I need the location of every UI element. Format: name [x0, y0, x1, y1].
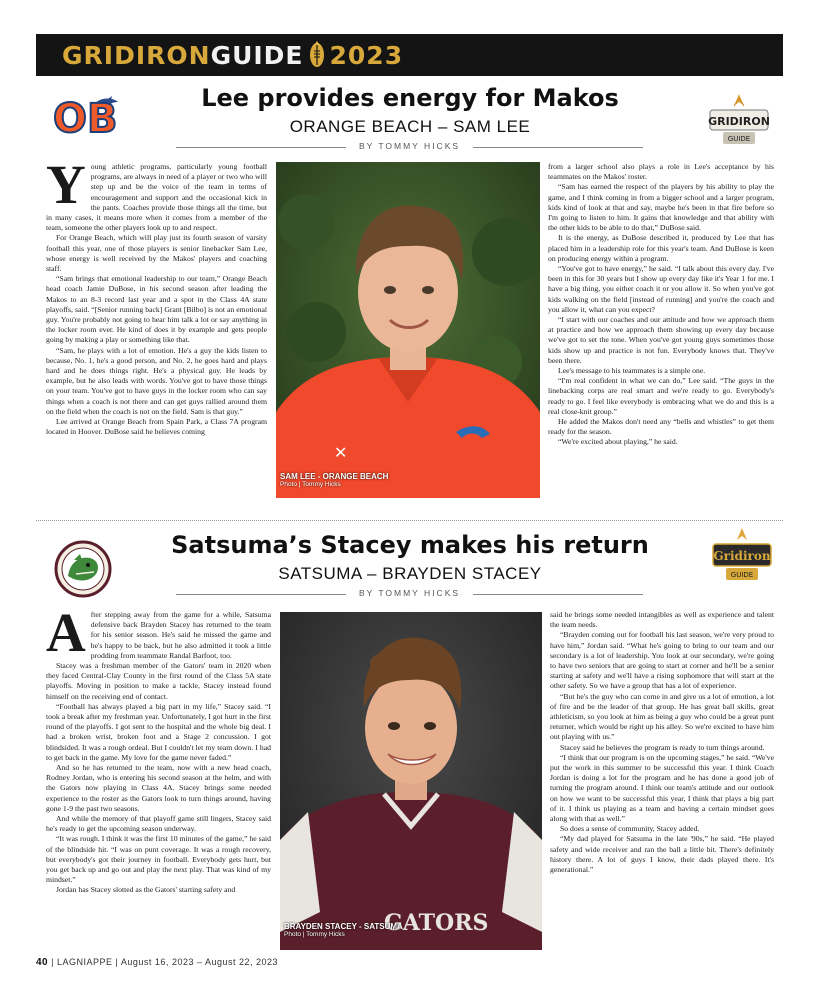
paragraph: Lee's message to his teammates is a simple one. [558, 366, 706, 376]
paragraph: And so he has returned to the team, now with a new head coach, Rodney Jordan, who is entering his second season at the helm, and with the Gators now playing in Class 4A. Stacey brings some needed experience to the roster as the Gators look to turn things around, having gone 1-9 the past two seasons. [46, 763, 271, 813]
paragraph: “I'm real confident in what we can do,” Lee said. “The guys in the linebacking corps are real smart and we're ready to go. Everybody's ready to go. I feel like everybody is embracing what we do and this is a real close-knit group.” [548, 376, 774, 416]
article2-column-1 [46, 610, 271, 950]
paragraph: “We're excited about playing,” he said. [558, 437, 678, 447]
paragraph: “I think that our program is on the upcoming stages,” he said. “We've put the work in this summer to be successful this year. I think Coach Jordan is doing a lot for the program and he has done a good job of turning the program around. I think our team's attitude and our outlook on how we want to be successful this year, I think that plays a big part of it. I think us playing as a team and having a certain mindset goes along with that as well.” [550, 752, 774, 824]
paragraph: Stacey was a freshman member of the Gators' team in 2020 when they faced Central-Clay County in the first round of the Class 5A state playoffs. Moving in position to make a tackle, Stacey instead found himself on the receiving end of contact. [46, 661, 271, 701]
paragraph: “I start with our coaches and our attitude and how we approach them at practice and how we approach them showing up every day because we've got to set the tone. When you've got young guys sometimes those kids show up and practice is not fun. Everybody knows that. They've been there. [548, 315, 774, 365]
paragraph: “You've got to have energy,” he said. “I talk about this every day. I've been in this for 30 years but I show up every day like it's Year 1 for me. I have a big thing, you either coach it or you allow it. So when you've got kids walking on the field [instead of running] and you're the coach and you allow it, what can you expect? [548, 264, 774, 314]
paragraph: Stacey said he believes the program is ready to turn things around. [560, 742, 765, 752]
footer-separator: | [51, 957, 54, 967]
article2-column-2 [550, 610, 774, 952]
article1-column-2 [548, 162, 774, 504]
banner-title [62, 41, 403, 70]
svg-text:GUIDE: GUIDE [727, 135, 751, 143]
brayden-stacey-portrait [280, 612, 542, 950]
article1-byline: BY TOMMY HICKS [358, 141, 461, 151]
paragraph: “It was rough. I think it was the first 10 minutes of the game,” he said of the blindside hit. “I was on punt coverage. It was a rough recovery, but everybody's got their journey in football. Everybody gets hurt, but you get back up and go out and play the next play. That was kind of my mindset.” [46, 834, 271, 885]
article1-column-1 [46, 162, 267, 504]
svg-text:✕: ✕ [334, 443, 348, 462]
svg-text:GUIDE: GUIDE [730, 571, 754, 579]
photo-credit: Photo | Tommy Hicks [280, 481, 341, 488]
svg-text:GRIDIRON: GRIDIRON [708, 115, 770, 128]
banner-word-gridiron: GRIDIRON [62, 41, 211, 70]
paragraph: “Brayden coming out for football his last season, we're very proud to have him,” Jordan said. “What he's going to bring to our team and our secondary is a lot of leadership. You look at our secondary, we're going to have two seniors that are going to start at corner and he'll be a senior starting at safety and we'll have a rising sophomore that will start at the other safety. So we have a group that has a lot of experience. [550, 630, 774, 691]
article1-subhead: ORANGE BEACH – SAM LEE [289, 117, 531, 136]
article2-dropcap: A [46, 610, 86, 663]
article2-byline-row [176, 588, 643, 600]
paragraph: He added the Makos don't need any “bells and whistles” to get them ready for the season. [548, 417, 774, 437]
article1-photo-caption [280, 472, 388, 488]
paragraph: fter stepping away from the game for a while, Satsuma defensive back Brayden Stacey has returned to the team for his senior season. He's said he missed the game and he's happy to be back, but he also admitted it took a little prodding from teammate Randal Barfoot, too. [90, 610, 271, 660]
section-banner [36, 34, 783, 76]
banner-year: 2023 [329, 41, 404, 70]
sam-lee-photo [276, 162, 540, 498]
article1-dropcap: Y [46, 162, 86, 215]
brayden-stacey-photo [280, 612, 542, 950]
paragraph: “Football has always played a big part in my life,” Stacey said. “I took a break after my freshman year. Unfortunately, I got hurt in the first round of the playoffs. I got sent to the hospital and the whole big deal. I had a broken wrist, broken foot and a Stage 2 concussion. I got blindsided. It was a rough ordeal. But I couldn't let my team down. I had to get back in the game. My love for the game never faded.” [46, 701, 271, 762]
paragraph: It is the energy, as DuBose described it, produced by Lee that has placed him in a leadership role for this year's team. And DuBose is keen on producing energy within a program. [548, 233, 774, 263]
paragraph: “Sam brings that emotional leadership to our team,” Orange Beach head coach Jamie DuBose, in his second season after leading the Makos to an 8-3 record last year and a spot in the Class 4A state playoffs, said. “[Senior running back] Grant [Bilbo] is not an emotional guy. You're probably not going to hear him talk a lot or say anything in the locker room ever. He kind of does it by example and gets people going by making a play or something like that. [46, 274, 267, 345]
paragraph: Jordan has Stacey slotted as the Gators' starting safety and [56, 885, 236, 895]
publication-name: LAGNIAPPE [57, 957, 113, 967]
issue-dates: August 16, 2023 – August 22, 2023 [120, 957, 279, 967]
svg-text:OB: OB [53, 96, 118, 138]
byline-rule-right [473, 594, 643, 595]
gridiron-guide-badge-icon [706, 92, 772, 152]
article1-byline-row [176, 141, 643, 153]
paragraph: said he brings some needed intangibles as well as experience and talent the team needs. [550, 610, 774, 630]
paragraph: And while the memory of that playoff game still lingers, Stacey said he's ready to get the upcoming season underway. [46, 814, 271, 834]
paragraph: oung athletic programs, particularly young football programs, are always in need of a player or two who will step up and be the voice of the team in terms of encouragement and support and the occasional kick in the pants. Coaches provide those things all the time, but in many cases, it means more when it comes from a member of the team, someone the other players look up to and respect. [46, 162, 267, 233]
sam-lee-portrait [276, 162, 540, 498]
byline-rule-right [473, 147, 643, 148]
paragraph: So does a sense of community, Stacey added. [560, 824, 700, 834]
orange-beach-logo [50, 92, 120, 138]
paragraph: “But he's the guy who can come in and give us a lot of emotion, a lot of fire and be the leader of that group. He has great ball skills, great athleticism, so you look at him as being a guy who could be a great punt returner, which would be right up his alley. So we're excited to have him out playing with us.” [550, 691, 774, 742]
photo-caption-name: BRAYDEN STACEY - SATSUMA [284, 922, 403, 931]
banner-word-guide: GUIDE [210, 41, 304, 70]
footer-separator: | [115, 957, 119, 967]
svg-text:GATORS: GATORS [384, 910, 489, 936]
paragraph: “Sam has earned the respect of the players by his ability to play the game, and I think coming in from a bigger school and a larger program, kids kind of look at that and say, maybe he's been in that fire before so I'm going to listen to him. It gains that knowledge and that ability with the other kids to be able to do that,” DuBose said. [548, 182, 774, 233]
svg-text:Gridiron: Gridiron [713, 549, 771, 563]
football-icon [307, 41, 327, 69]
article2-headline: Satsuma’s Stacey makes his return [171, 531, 649, 559]
photo-credit: Photo | Tommy Hicks [284, 931, 345, 938]
paragraph: Lee arrived at Orange Beach from Spain Park, a Class 7A program located in Hoover. DuBose said he believes coming [46, 417, 267, 437]
photo-caption-name: SAM LEE - ORANGE BEACH [280, 472, 389, 481]
article2-byline: BY TOMMY HICKS [358, 588, 461, 598]
paragraph: “My dad played for Satsuma in the late '90s,” he said. “He played safety and wide receiver and ran the ball a little bit. There's definitely history there. A lot of guys I know, their dads played there. It's generational.” [550, 834, 774, 875]
article2-subhead: SATSUMA – BRAYDEN STACEY [278, 564, 542, 583]
paragraph: “Sam, he plays with a lot of emotion. He's a guy the kids listen to because, No. 1, he's a good person, and No. 2, he goes hard and plays hard and he does things right. He's a physical guy. He leads by example, but he also leads with words. You've got to have those things on your team. You've got to have guys in the locker room who can say things when a coach is not there and can get guys rallied around them on the field when the coach is not on the field. Sam is that guy.” [46, 345, 267, 416]
article2-photo-caption [284, 922, 403, 938]
paragraph: from a larger school also plays a role in Lee's acceptance by his teammates on the Makos' roster. [548, 162, 774, 182]
page-footer [36, 957, 278, 968]
gridiron-guide-badge-icon [710, 526, 774, 586]
page-number: 40 [36, 957, 49, 968]
article-divider [36, 520, 783, 521]
satsuma-gator-logo [54, 540, 112, 598]
paragraph: For Orange Beach, which will play just its fourth season of varsity football this year, one of those players is senior linebacker Sam Lee, whose energy is well received by the Makos' players and coaching staff. [46, 233, 267, 274]
article1-headline: Lee provides energy for Makos [201, 84, 619, 112]
